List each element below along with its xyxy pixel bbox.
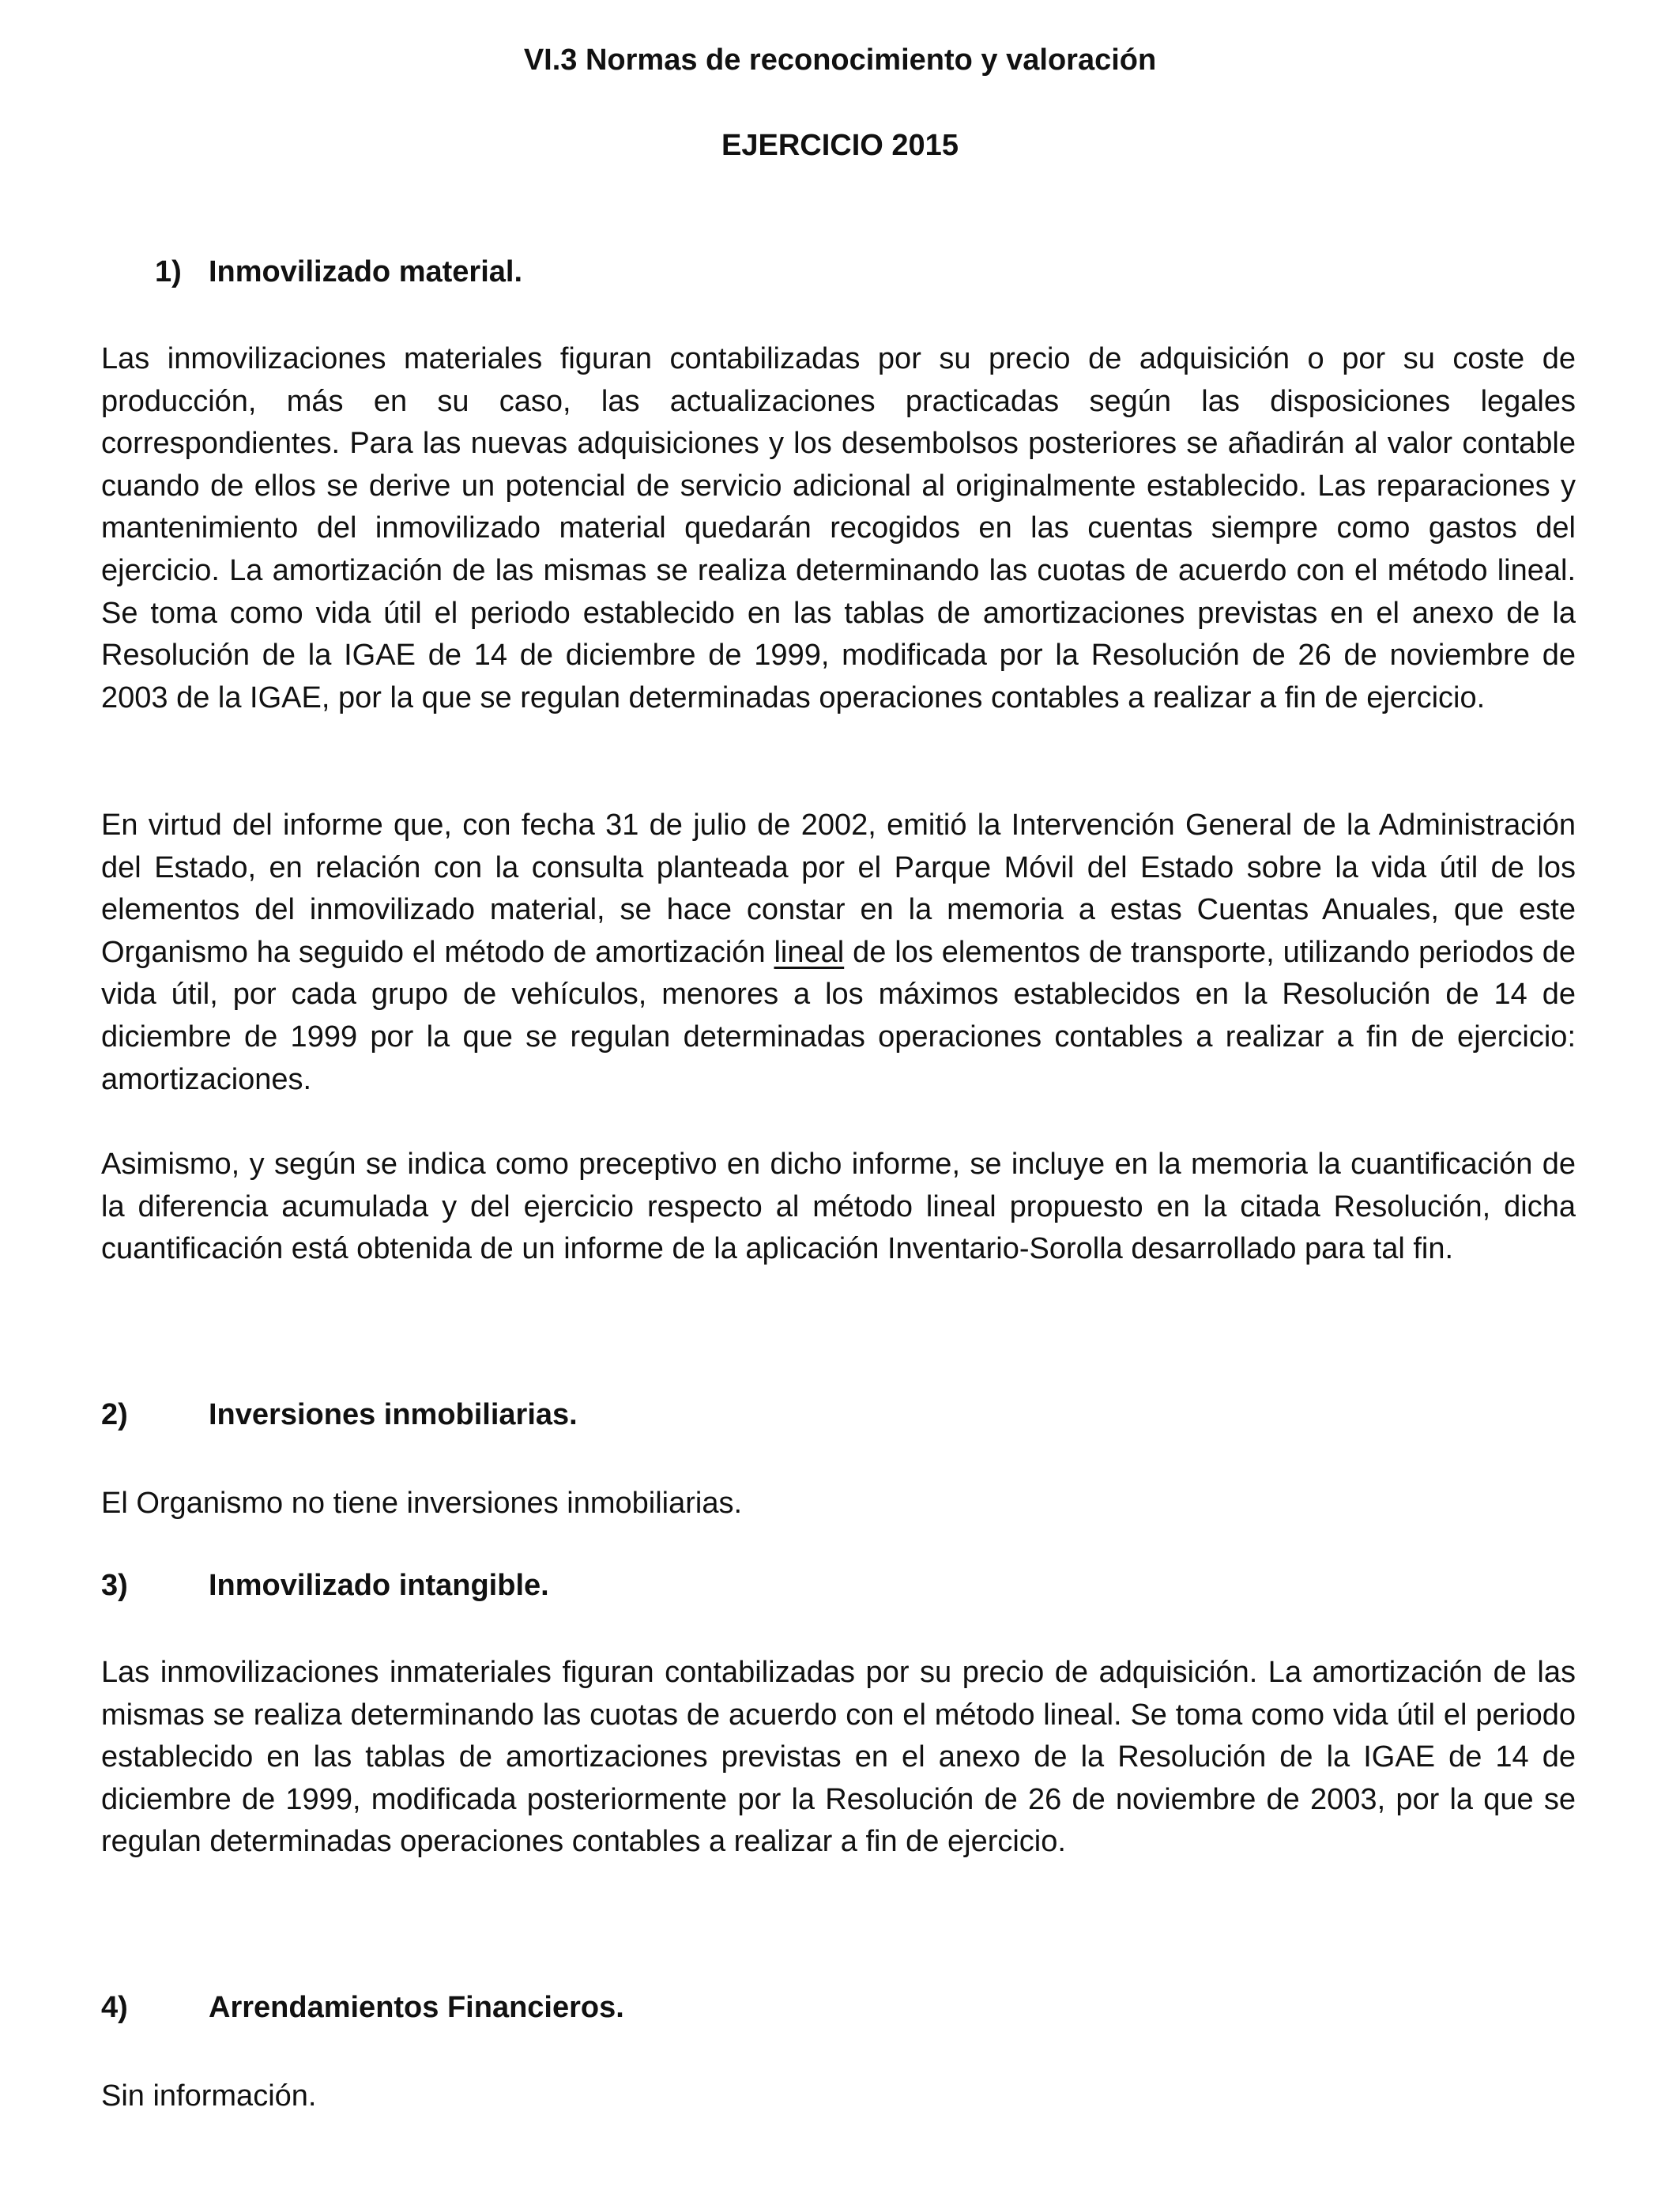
paragraph-inmovilizado-intangible: Las inmovilizaciones inmateriales figuran contabilizadas por su precio de adquisición. La amortización de las mismas se realiza determinando las cuotas de acuerdo con el método lineal. Se toma como vida útil el periodo establecido en las tablas de amortizaciones previstas en el anexo de la Resolución de la IGAE de 14 de diciembre de 1999, modificada posteriormente por la Resolución de 26 de noviembre de 2003, por la que se regulan determinadas operaciones contables a realizar a fin de ejercicio. [101,1656,1576,1859]
section-number: 1) [155,255,182,288]
document-subtitle: EJERCICIO 2015 [721,129,959,162]
section-title: Arrendamientos Financieros. [209,1991,624,2024]
paragraph-inmovilizado-material-2 [101,805,1576,1101]
document-title: VI.3 Normas de reconocimiento y valoración [523,43,1157,77]
section-number: 2) [101,1398,128,1431]
underlined-term-lineal: lineal [774,935,845,969]
section-heading-inmovilizado-material [155,254,522,289]
paragraph-arrendamientos-financieros: Sin información. [101,2079,317,2113]
section-number: 3) [101,1569,128,1602]
section-title: Inmovilizado material. [209,255,522,288]
paragraph-text: En virtud del informe que, con fecha 31 de julio de 2002, emitió la Intervención General de la Administración del Estado, en relación con la consulta planteada por el Parque Móvil del Estado sobre la vida útil de los elementos del inmovilizado material, se hace constar en la memoria a estas Cuentas Anuales, que este Organismo ha seguido el método de amortización [101,809,1576,969]
paragraph-text: de los elementos de transporte, utilizando periodos de vida útil, por cada grupo de vehículos, menores a los máximos establecidos en la Resolución de 14 de diciembre de 1999 por la que se regulan determinadas operaciones contables a realizar a fin de ejercicio: amortizaciones. [101,935,1576,1096]
paragraph-inversiones-inmobiliarias: El Organismo no tiene inversiones inmobiliarias. [101,1487,743,1520]
section-title: Inversiones inmobiliarias. [209,1398,578,1431]
section-heading-inmovilizado-intangible [101,1568,549,1603]
section-heading-arrendamientos-financieros [101,1990,624,2025]
paragraph-inmovilizado-material-3: Asimismo, y según se indica como preceptivo en dicho informe, se incluye en la memoria la cuantificación de la diferencia acumulada y del ejercicio respecto al método lineal propuesto en la citada Resolución, dicha cuantificación está obtenida de un informe de la aplicación Inventario-Sorolla desarrollado para tal fin. [101,1148,1576,1266]
section-heading-inversiones-inmobiliarias [101,1397,578,1432]
paragraph-inmovilizado-material-1: Las inmovilizaciones materiales figuran contabilizadas por su precio de adquisición o por su coste de producción, más en su caso, las actualizaciones practicadas según las disposiciones legales correspondientes. Para las nuevas adquisiciones y los desembolsos posteriores se añadirán al valor contable cuando de ellos se derive un potencial de servicio adicional al originalmente establecido. Las reparaciones y mantenimiento del inmovilizado material quedarán recogidos en las cuentas siempre como gastos del ejercicio. La amortización de las mismas se realiza determinando las cuotas de acuerdo con el método lineal. Se toma como vida útil el periodo establecido en las tablas de amortizaciones previstas en el anexo de la Resolución de la IGAE de 14 de diciembre de 1999, modificada por la Resolución de 26 de noviembre de 2003 de la IGAE, por la que se regulan determinadas operaciones contables a realizar a fin de ejercicio. [101,342,1576,714]
section-number: 4) [101,1991,128,2024]
section-title: Inmovilizado intangible. [209,1569,549,1602]
